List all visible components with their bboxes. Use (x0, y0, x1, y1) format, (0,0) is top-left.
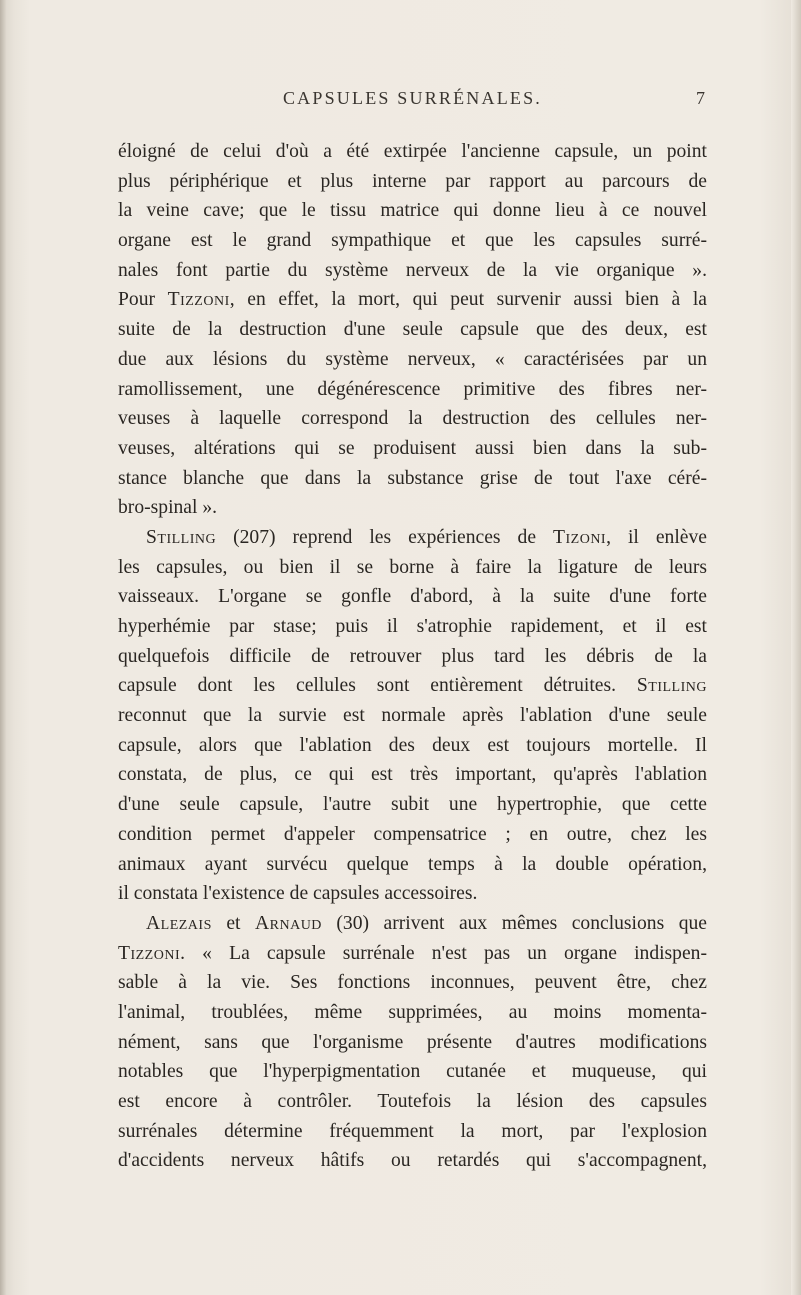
page-number: 7 (696, 88, 705, 108)
text-line (118, 642, 707, 672)
text-line (118, 256, 707, 286)
text-line (118, 582, 707, 612)
text-line (118, 523, 707, 553)
author-name: Tizzoni (167, 289, 230, 311)
text-segment: Pour (118, 289, 168, 311)
text-segment: d'accidents nerveux hâtifs ou retardés qui s'accompagnent, (118, 1150, 707, 1172)
page-edge-shadow (791, 0, 801, 1295)
text-segment: (30) arrivent aux mêmes conclusions que (321, 912, 707, 934)
author-name: Stilling (636, 675, 707, 697)
text-line (118, 1028, 707, 1058)
body-text (118, 137, 707, 1176)
text-segment: vaisseaux. L'organe se gonfle d'abord, à la suite d'une forte (118, 586, 707, 608)
text-line (118, 998, 707, 1028)
text-line (118, 167, 707, 197)
text-line (118, 701, 707, 731)
text-segment: , en effet, la mort, qui peut survenir aussi bien à la (229, 289, 707, 311)
text-line (118, 671, 707, 701)
text-segment: et (211, 912, 255, 934)
text-segment: constata, de plus, ce qui est très important, qu'après l'ablation (118, 764, 707, 786)
text-line (118, 820, 707, 850)
text-line (118, 434, 707, 464)
text-segment: d'une seule capsule, l'autre subit une hypertrophie, que cette (118, 794, 707, 816)
text-line (118, 790, 707, 820)
text-line (118, 1117, 707, 1147)
text-line (118, 1087, 707, 1117)
text-line (118, 404, 707, 434)
text-line (118, 226, 707, 256)
text-segment: nales font partie du système nerveux de la vie organique ». (118, 259, 707, 281)
text-segment: . « La capsule surrénale n'est pas un organe indispen- (180, 942, 707, 964)
text-segment: animaux ayant survécu quelque temps à la double opération, (118, 853, 707, 875)
text-line (118, 909, 707, 939)
text-segment: sable à la vie. Ses fonctions inconnues, peuvent être, chez (118, 972, 707, 994)
text-segment: l'animal, troublées, même supprimées, au moins momenta- (118, 1001, 707, 1023)
text-segment: bro-spinal ». (118, 497, 218, 519)
text-line (118, 939, 707, 969)
text-segment: veuses, altérations qui se produisent aussi bien dans la sub- (118, 437, 707, 459)
author-name: Alezais (146, 912, 212, 934)
text-segment: notables que l'hyperpigmentation cutanée et muqueuse, qui (118, 1061, 707, 1083)
text-line (118, 1057, 707, 1087)
text-segment: organe est le grand sympathique et que les capsules surré- (118, 230, 707, 252)
text-segment: ramollissement, une dégénérescence primitive des fibres ner- (118, 378, 707, 400)
text-segment: (207) reprend les expériences de (216, 526, 554, 548)
text-line (118, 850, 707, 880)
text-line (118, 464, 707, 494)
author-name: Stilling (146, 526, 217, 548)
text-segment: capsule, alors que l'ablation des deux est toujours mortelle. Il (118, 734, 707, 756)
author-name: Arnaud (254, 912, 322, 934)
text-line (118, 1146, 707, 1176)
text-segment: surrénales détermine fréquemment la mort, par l'explosion (118, 1120, 707, 1142)
text-line (118, 493, 707, 523)
text-segment: les capsules, ou bien il se borne à faire la ligature de leurs (118, 556, 707, 578)
text-segment: est encore à contrôler. Toutefois la lésion des capsules (118, 1091, 707, 1112)
author-name: Tizzoni (118, 942, 181, 964)
text-segment: due aux lésions du système nerveux, « caractérisées par un (118, 348, 707, 370)
text-segment: il constata l'existence de capsules accessoires. (118, 883, 478, 905)
text-segment: capsule dont les cellules sont entièrement détruites. (118, 675, 637, 697)
text-segment: la veine cave; que le tissu matrice qui donne lieu à ce nouvel (118, 200, 707, 222)
text-segment: reconnut que la survie est normale après l'ablation d'une seule (118, 705, 707, 727)
text-line (118, 731, 707, 761)
text-line (118, 553, 707, 583)
text-segment: stance blanche que dans la substance grise de tout l'axe céré- (118, 467, 707, 489)
text-segment: hyperhémie par stase; puis il s'atrophie rapidement, et il est (118, 616, 707, 637)
text-segment: suite de la destruction d'une seule capsule que des deux, est (118, 319, 707, 341)
text-line (118, 760, 707, 790)
text-segment: veuses à laquelle correspond la destruction des cellules ner- (118, 408, 707, 430)
text-segment: quelquefois difficile de retrouver plus tard les débris de la (118, 645, 707, 667)
text-line (118, 137, 707, 167)
page-spine-shadow (0, 0, 6, 1295)
text-line (118, 315, 707, 345)
page-header (120, 88, 705, 114)
text-segment: , il enlève (606, 526, 707, 548)
text-line (118, 345, 707, 375)
text-line (118, 968, 707, 998)
text-line (118, 375, 707, 405)
text-segment: condition permet d'appeler compensatrice ; en outre, chez les (118, 823, 707, 845)
text-segment: éloigné de celui d'où a été extirpée l'ancienne capsule, un point (118, 141, 707, 162)
text-line (118, 612, 707, 642)
text-segment: nément, sans que l'organisme présente d'autres modifications (118, 1031, 707, 1053)
running-head: CAPSULES SURRÉNALES. (282, 88, 543, 108)
text-segment: plus périphérique et plus interne par rapport au parcours de (118, 170, 707, 192)
text-line (118, 879, 707, 909)
author-name: Tizoni (553, 526, 607, 548)
text-line (118, 285, 707, 315)
text-line (118, 196, 707, 226)
